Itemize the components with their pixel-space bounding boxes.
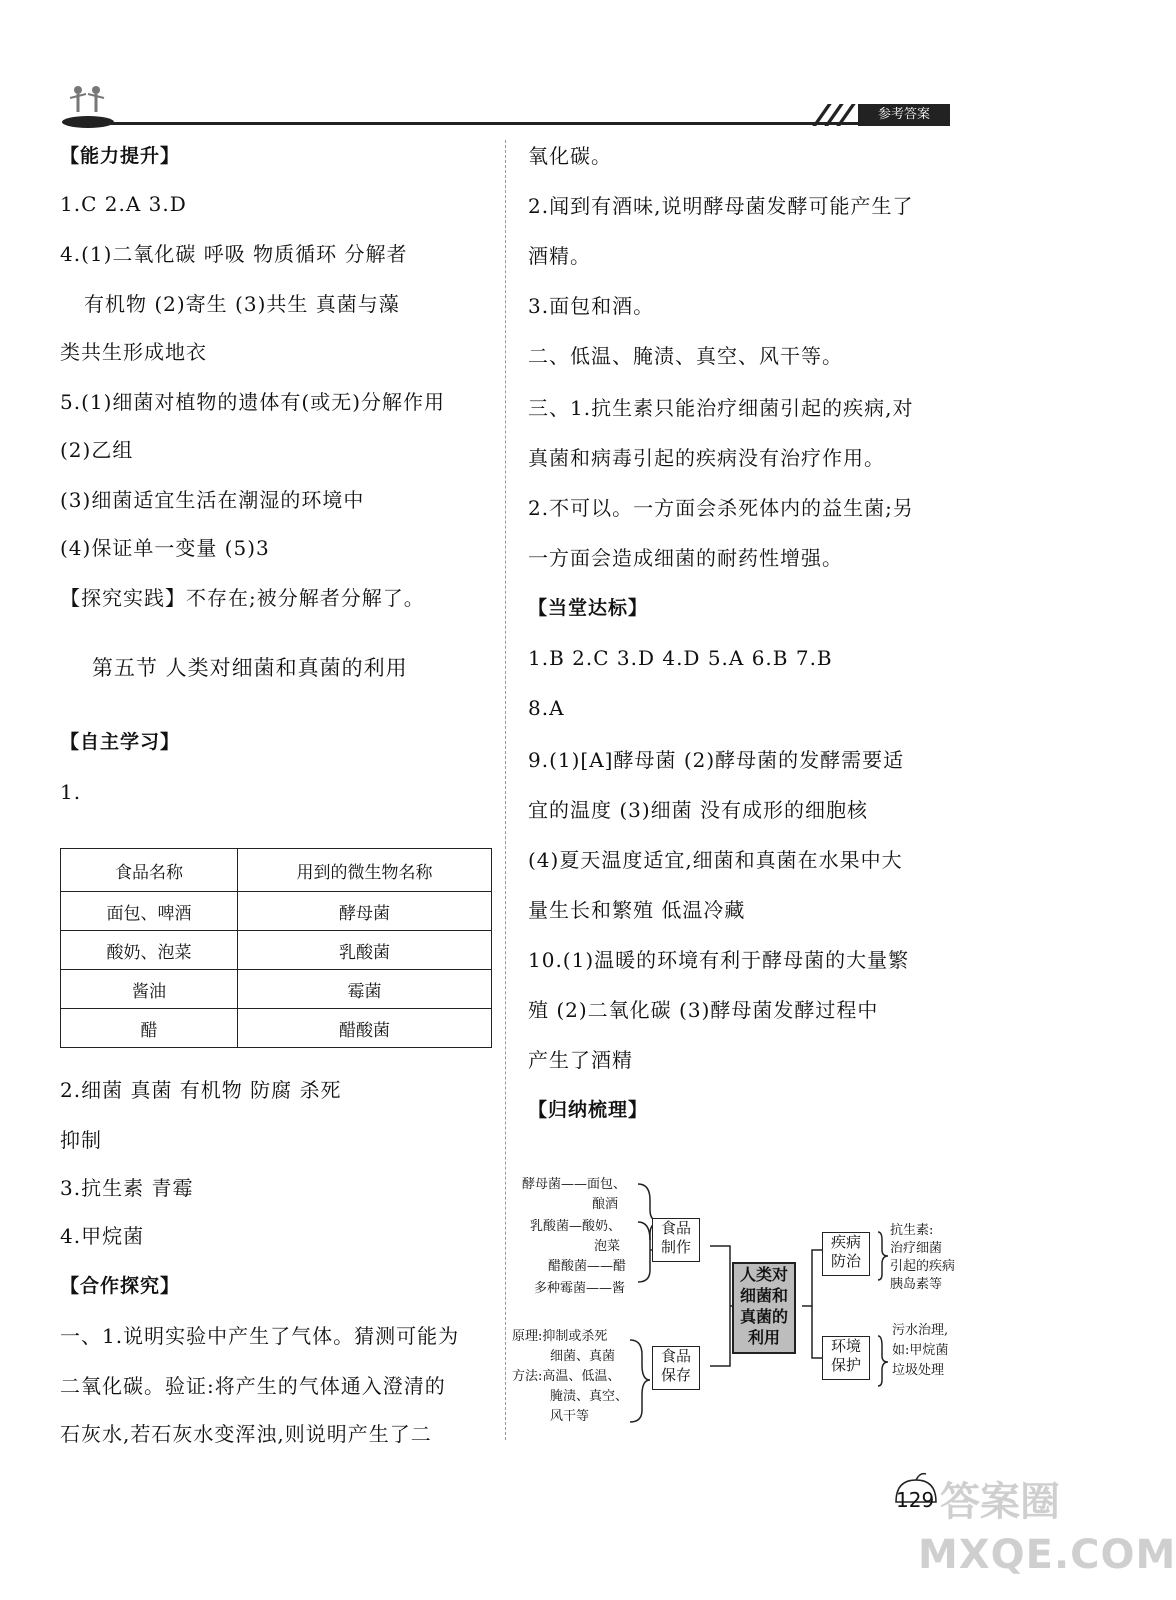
answer-line: 氧化碳。 xyxy=(528,144,612,168)
answer-line: (4)保证单一变量 (5)3 xyxy=(60,536,270,560)
watermark-logo: 答案圈 xyxy=(940,1479,1060,1525)
answer-line: 9.(1)[A]酵母菌 (2)酵母菌的发酵需要适 xyxy=(528,748,905,772)
mindmap-item: 胰岛素等 xyxy=(890,1277,943,1292)
mindmap-food-make-box xyxy=(652,1218,700,1262)
table-cell: 醋酸菌 xyxy=(238,1009,492,1048)
table-row xyxy=(61,892,492,931)
mindmap-disease-box xyxy=(822,1232,870,1276)
answer-line: 一方面会造成细菌的耐药性增强。 xyxy=(528,546,843,570)
answer-line: 1.C 2.A 3.D xyxy=(60,192,187,216)
table-cell: 乳酸菌 xyxy=(238,931,492,970)
answer-line: 宜的温度 (3)细菌 没有成形的细胞核 xyxy=(528,798,869,822)
section-self-study: 【自主学习】 xyxy=(60,731,181,753)
box-label: 保护 xyxy=(830,1356,861,1374)
answer-line: (4)夏天温度适宜,细菌和真菌在水果中大 xyxy=(528,848,903,872)
answer-line: 殖 (2)二氧化碳 (3)酵母菌发酵过程中 xyxy=(528,998,879,1022)
center-label: 真菌的 xyxy=(739,1307,788,1326)
answer-line: (2)乙组 xyxy=(60,438,134,462)
answer-line: 二氧化碳。验证:将产生的气体通入澄清的 xyxy=(60,1374,446,1398)
table-cell: 面包、啤酒 xyxy=(61,892,238,931)
answer-line: 3.面包和酒。 xyxy=(528,294,655,318)
mindmap-item: 细菌、真菌 xyxy=(550,1349,616,1364)
section-summary: 【归纳梳理】 xyxy=(528,1099,649,1121)
box-label: 疾病 xyxy=(830,1233,861,1251)
answer-line: 产生了酒精 xyxy=(528,1048,633,1072)
box-label: 保存 xyxy=(660,1366,691,1384)
mindmap-food-keep-box xyxy=(652,1346,700,1390)
answer-line: 3.抗生素 青霉 xyxy=(60,1176,194,1200)
table-row xyxy=(61,931,492,970)
answer-line: 2.不可以。一方面会杀死体内的益生菌;另 xyxy=(528,496,914,520)
mindmap-item: 垃圾处理 xyxy=(892,1363,945,1378)
answer-line: 抑制 xyxy=(60,1128,102,1152)
table-cell: 霉菌 xyxy=(238,970,492,1009)
food-microbe-table xyxy=(60,848,492,1048)
answer-line: 4.甲烷菌 xyxy=(60,1224,145,1248)
answer-badge: 参考答案 xyxy=(858,104,950,126)
answer-line: 8.A xyxy=(528,696,565,720)
answer-line: 【探究实践】不存在;被分解者分解了。 xyxy=(60,586,425,610)
table-header: 食品名称 xyxy=(61,849,238,892)
mindmap-item: 原理:抑制或杀死 xyxy=(512,1329,608,1344)
table-row xyxy=(61,970,492,1009)
section-class-check: 【当堂达标】 xyxy=(528,597,649,619)
answer-line: 三、1.抗生素只能治疗细菌引起的疾病,对 xyxy=(528,396,914,420)
mindmap-env-box xyxy=(822,1336,870,1380)
section-cooperative: 【合作探究】 xyxy=(60,1275,181,1297)
mindmap-item: 酵母菌——面包、 xyxy=(522,1177,627,1192)
table-cell: 酵母菌 xyxy=(238,892,492,931)
mindmap-item: 如:甲烷菌 xyxy=(892,1343,949,1358)
answer-line: 4.(1)二氧化碳 呼吸 物质循环 分解者 xyxy=(60,242,408,266)
answer-line: (3)细菌适宜生活在潮湿的环境中 xyxy=(60,488,365,512)
section-ability: 【能力提升】 xyxy=(60,145,181,167)
answer-line: 有机物 (2)寄生 (3)共生 真菌与藻 xyxy=(84,292,400,316)
mindmap-item: 腌渍、真空、 xyxy=(550,1389,629,1404)
center-label: 细菌和 xyxy=(739,1286,788,1305)
page-number: 129 xyxy=(896,1488,935,1512)
mindmap-item: 风干等 xyxy=(550,1409,590,1424)
table-header: 用到的微生物名称 xyxy=(238,849,492,892)
answer-line: 5.(1)细菌对植物的遗体有(或无)分解作用 xyxy=(60,390,446,414)
answer-line: 2.闻到有酒味,说明酵母菌发酵可能产生了 xyxy=(528,194,914,218)
mindmap-item: 乳酸菌—酸奶、 xyxy=(530,1219,622,1234)
watermark-url: MXQE.COM xyxy=(918,1532,1176,1578)
mindmap-item: 污水治理, xyxy=(892,1323,949,1338)
answer-line: 二、低温、腌渍、真空、风干等。 xyxy=(528,344,843,368)
table-row xyxy=(61,1009,492,1048)
center-label: 利用 xyxy=(747,1328,780,1347)
answer-line: 一、1.说明实验中产生了气体。猜测可能为 xyxy=(60,1324,460,1348)
answer-line: 2.细菌 真菌 有机物 防腐 杀死 xyxy=(60,1078,342,1102)
answer-line: 真菌和病毒引起的疾病没有治疗作用。 xyxy=(528,446,885,470)
column-divider xyxy=(505,140,506,1440)
answer-line: 酒精。 xyxy=(528,244,591,268)
box-label: 制作 xyxy=(660,1238,691,1256)
mindmap-item: 方法:高温、低温、 xyxy=(512,1369,621,1384)
box-label: 食品 xyxy=(660,1347,691,1365)
mindmap-item: 抗生素: xyxy=(890,1223,934,1238)
mindmap-item: 引起的疾病 xyxy=(890,1259,956,1274)
answer-line: 量生长和繁殖 低温冷藏 xyxy=(528,898,746,922)
answer-line: 1.B 2.C 3.D 4.D 5.A 6.B 7.B xyxy=(528,646,833,670)
answer-line: 10.(1)温暖的环境有利于酵母菌的大量繁 xyxy=(528,948,910,972)
center-label: 人类对 xyxy=(739,1265,788,1284)
mindmap-item: 酿酒 xyxy=(592,1197,619,1212)
header-logo xyxy=(58,80,118,130)
mindmap-item: 醋酸菌——醋 xyxy=(548,1259,627,1274)
box-label: 环境 xyxy=(830,1337,861,1355)
table-cell: 酱油 xyxy=(61,970,238,1009)
table-cell: 酸奶、泡菜 xyxy=(61,931,238,970)
mindmap-center-box xyxy=(732,1262,796,1354)
mindmap-item: 治疗细菌 xyxy=(890,1241,943,1256)
box-label: 食品 xyxy=(660,1219,691,1237)
table-cell: 醋 xyxy=(61,1009,238,1048)
answer-line: 类共生形成地衣 xyxy=(60,340,207,364)
answer-line: 1. xyxy=(60,780,82,804)
section-title: 第五节 人类对细菌和真菌的利用 xyxy=(92,656,408,680)
answer-line: 石灰水,若石灰水变浑浊,则说明产生了二 xyxy=(60,1422,432,1446)
box-label: 防治 xyxy=(830,1252,861,1270)
mindmap-item: 泡菜 xyxy=(594,1239,621,1254)
mindmap-item: 多种霉菌——酱 xyxy=(534,1281,626,1296)
